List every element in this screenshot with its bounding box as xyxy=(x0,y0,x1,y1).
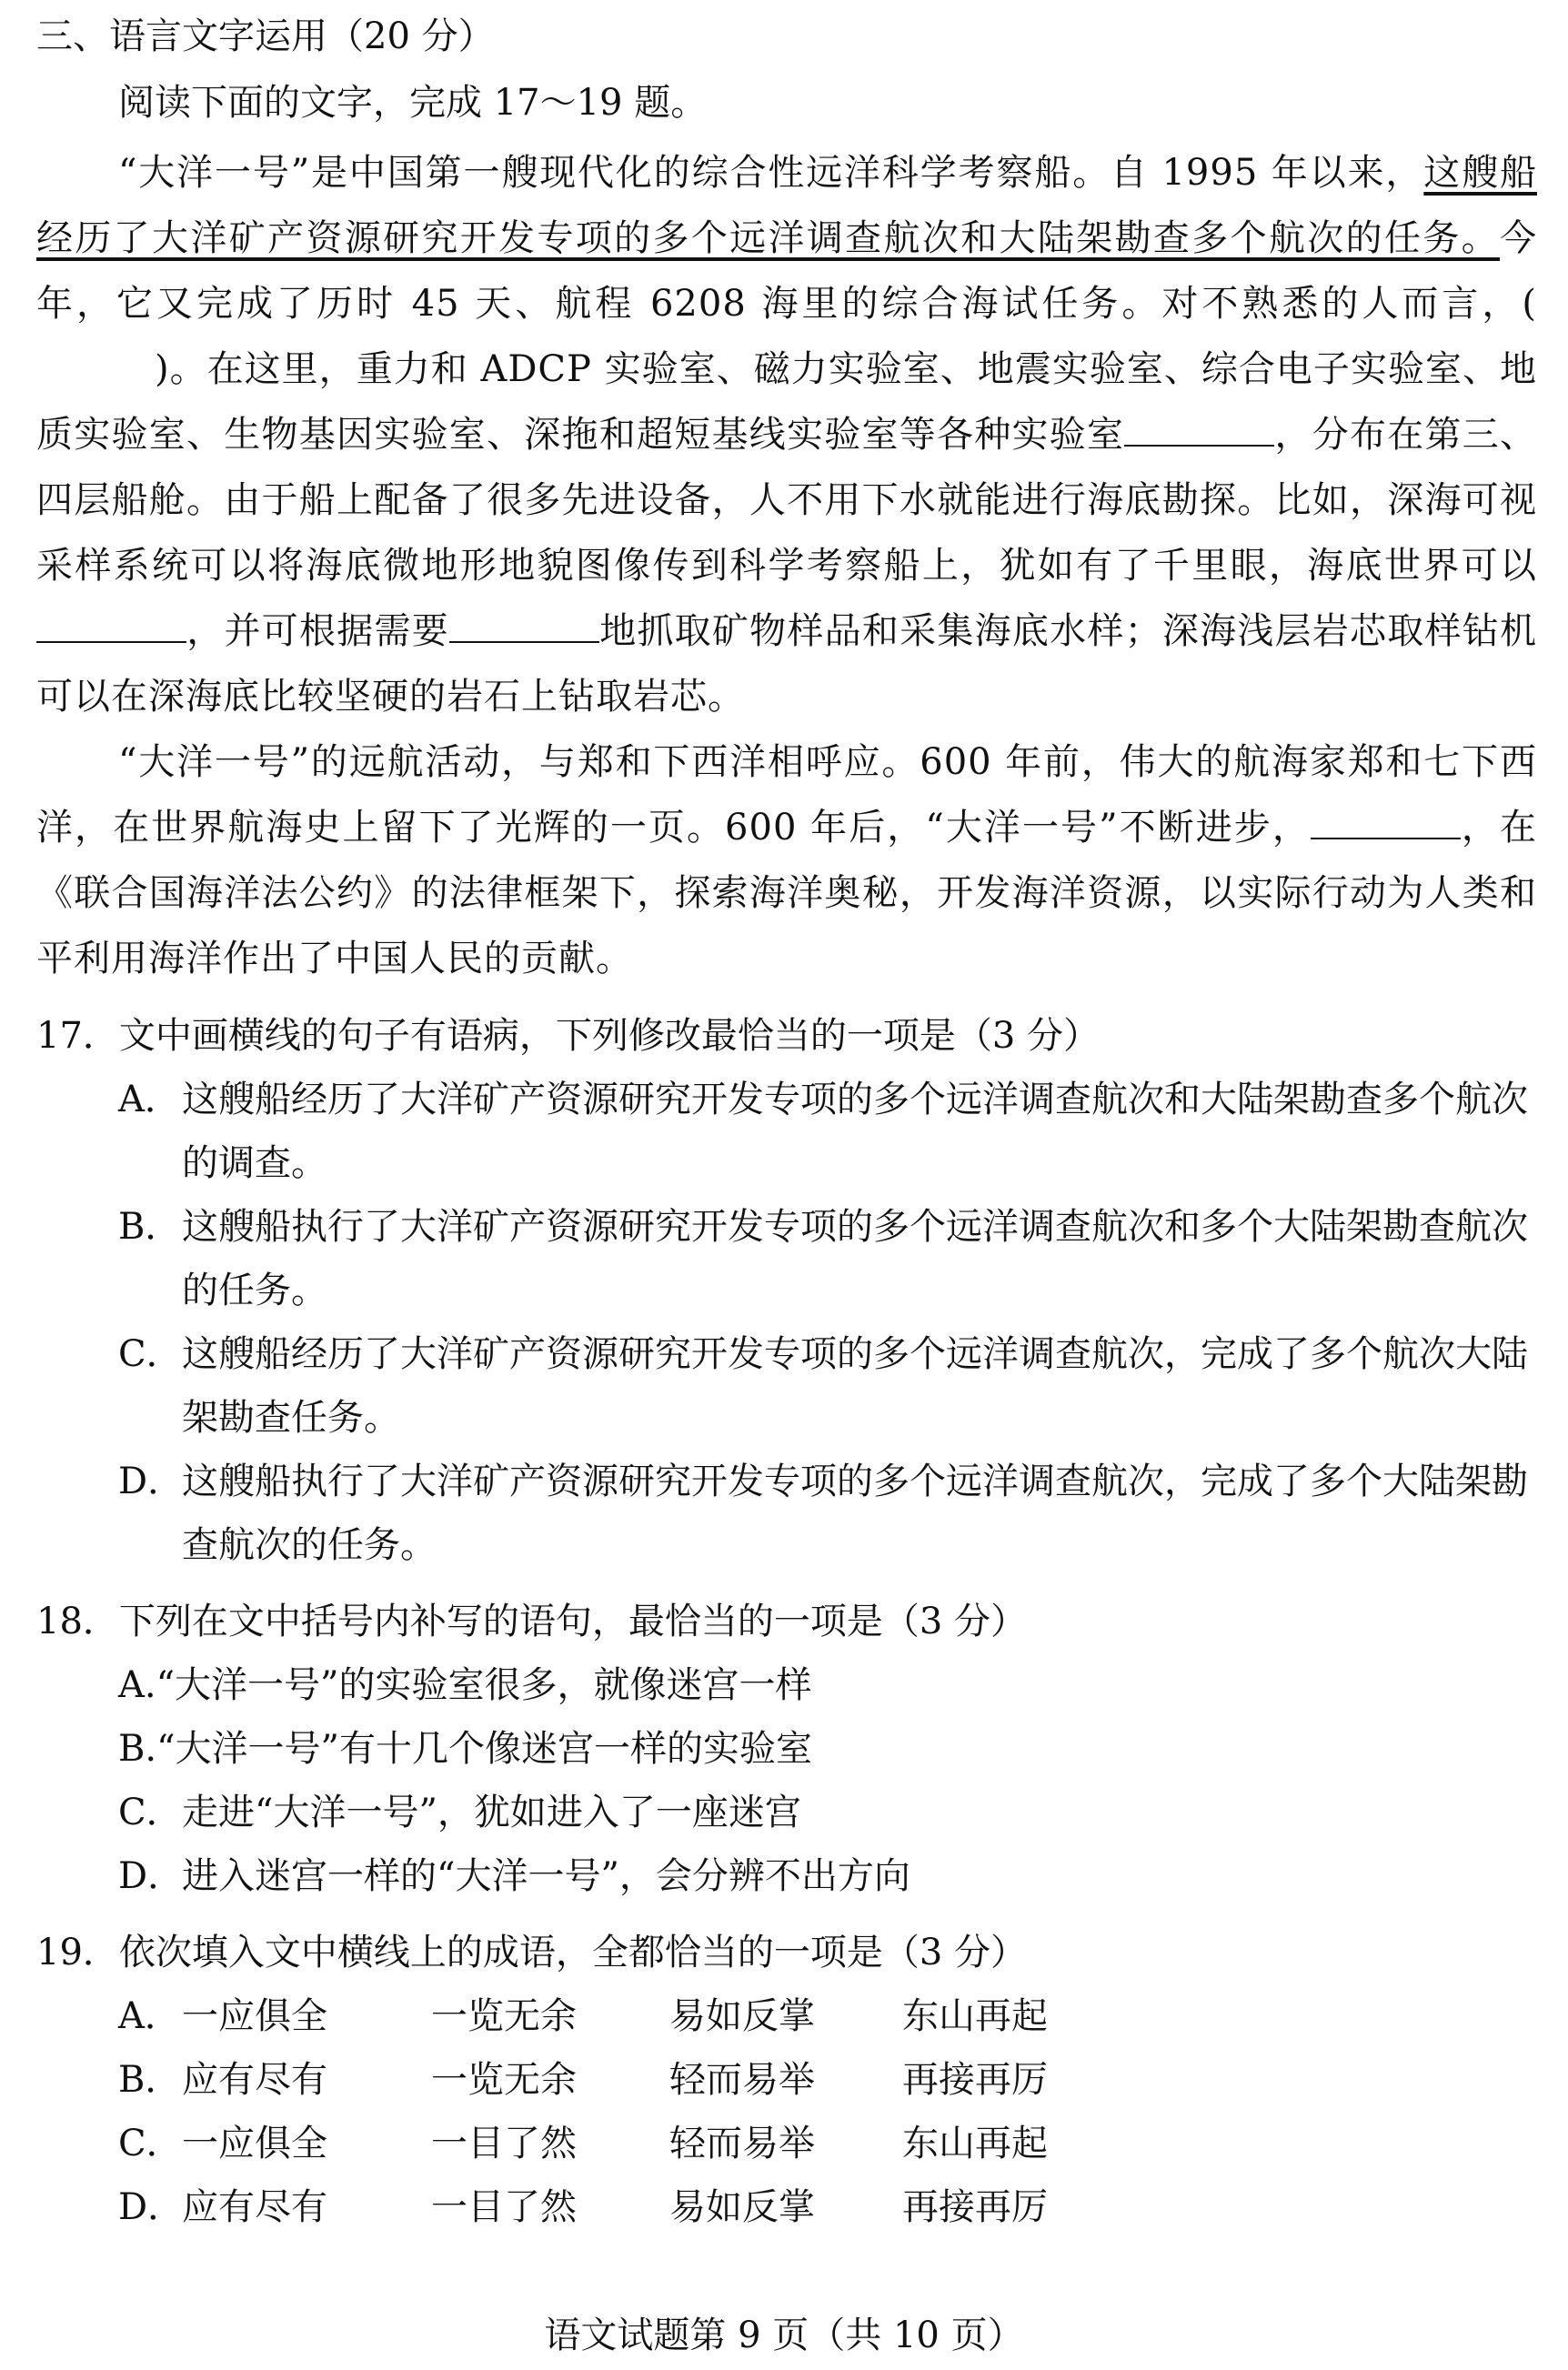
option-text: “大洋一号”的实验室很多，就像迷宫一样 xyxy=(156,1664,812,1706)
question-18-option-d xyxy=(36,1844,1537,1908)
reading-instruction: 阅读下面的文字，完成 17～19 题。 xyxy=(118,82,708,124)
idiom-2: 一览无余 xyxy=(431,2059,577,2101)
section-title: 三、语言文字运用（20 分） xyxy=(36,15,495,57)
passage-text: ，分布在第三、四层船舱。由于船上配备了很多先进设备，人不用下水就能进行海底勘探。比如，深海可视采样系统可以将海底微地形地貌图像传到科学考察船上，犹如有了千里眼，海底世界可以 xyxy=(36,414,1537,587)
passage-text: )。在这里，重力和 ADCP 实验室、磁力实验室、地震实验室、综合电子实验室、地质实验室、生物基因实验室、深拖和超短基线实验室等各种实验室 xyxy=(36,348,1537,456)
idiom-1: 一应俱全 xyxy=(182,2123,327,2164)
idiom-1: 应有尽有 xyxy=(182,2059,327,2101)
passage-text: “大洋一号”是中国第一艘现代化的综合性远洋科学考察船。自 1995 年以来， xyxy=(118,152,1424,194)
fill-blank-2 xyxy=(36,610,186,643)
option-letter: B． xyxy=(118,2059,182,2101)
option-text: 进入迷宫一样的“大洋一号”，会分辨不出方向 xyxy=(182,1855,910,1897)
option-text: 这艘船经历了大洋矿产资源研究开发专项的多个远洋调查航次，完成了多个航次大陆架勘查任务。 xyxy=(182,1333,1528,1439)
option-text: 这艘船经历了大洋矿产资源研究开发专项的多个远洋调查航次和大陆架勘查多个航次的调查。 xyxy=(182,1079,1528,1184)
idiom-3: 易如反掌 xyxy=(669,1995,815,2037)
question-19-option-a xyxy=(36,1984,1537,2048)
idiom-2: 一目了然 xyxy=(431,2186,577,2228)
option-letter: B. xyxy=(118,1728,157,1770)
passage-paragraph-1 xyxy=(36,140,1537,729)
option-text: “大洋一号”有十几个像迷宫一样的实验室 xyxy=(156,1728,813,1770)
question-18-option-b xyxy=(36,1717,1537,1781)
option-letter: C． xyxy=(118,1333,183,1375)
idiom-4: 再接再厉 xyxy=(902,2059,1048,2101)
question-18-option-a xyxy=(36,1653,1537,1717)
passage-paragraph-2 xyxy=(36,729,1537,991)
idiom-1: 应有尽有 xyxy=(182,2186,327,2228)
question-19 xyxy=(36,1921,1537,2239)
question-17-option-a xyxy=(36,1068,1537,1195)
question-19-option-b xyxy=(36,2048,1537,2112)
idiom-2: 一览无余 xyxy=(431,1995,577,2037)
underlined-sentence: 这艘船经历了大洋矿产资源研究开发专项的多个远洋调查航次和大陆架勘查多个航次的任务。 xyxy=(36,152,1538,259)
question-17-stem: 17．文中画横线的句子有语病，下列修改最恰当的一项是（3 分） xyxy=(36,1015,1101,1057)
idiom-1: 一应俱全 xyxy=(182,1995,327,2037)
idiom-3: 轻而易举 xyxy=(669,2059,815,2101)
exam-page xyxy=(36,9,1537,2239)
passage-text: 地抓取矿物样品和采集海底水样；深海浅层岩芯取样钻机可以在深海底比较坚硬的岩石上钻取岩芯。 xyxy=(36,610,1538,718)
option-text: 走进“大洋一号”，犹如进入了一座迷宫 xyxy=(182,1792,801,1833)
idiom-4: 东山再起 xyxy=(902,1995,1048,2037)
idiom-4: 东山再起 xyxy=(902,2123,1048,2164)
option-letter: A． xyxy=(118,1995,181,2037)
idiom-2: 一目了然 xyxy=(431,2123,577,2164)
idiom-3: 轻而易举 xyxy=(669,2123,815,2164)
question-17-option-b xyxy=(36,1195,1537,1322)
option-letter: D． xyxy=(118,1461,185,1502)
idiom-4: 再接再厉 xyxy=(902,2186,1048,2228)
option-letter: B． xyxy=(118,1206,182,1248)
page-footer: 语文试题第 9 页（共 10 页） xyxy=(544,2315,1024,2356)
question-18-option-c xyxy=(36,1781,1537,1844)
question-17 xyxy=(36,1004,1537,1577)
option-letter: D． xyxy=(118,1855,185,1897)
fill-blank-1 xyxy=(1124,414,1274,447)
option-letter: C． xyxy=(118,1792,183,1833)
option-letter: C． xyxy=(118,2123,183,2164)
fill-blank-4 xyxy=(1311,807,1461,839)
option-letter: D． xyxy=(118,2186,185,2228)
option-text: 这艘船执行了大洋矿产资源研究开发专项的多个远洋调查航次，完成了多个大陆架勘查航次的任务。 xyxy=(182,1461,1528,1566)
option-letter: A． xyxy=(118,1079,181,1120)
question-19-stem: 19．依次填入文中横线上的成语，全都恰当的一项是（3 分） xyxy=(36,1932,1028,1973)
passage-text: “大洋一号”的远航活动，与郑和下西洋相呼应。600 年前，伟大的航海家郑和七下西洋，在世界航海史上留下了光辉的一页。600 年后，“大洋一号”不断进步， xyxy=(36,741,1537,849)
question-19-option-c xyxy=(36,2112,1537,2175)
question-19-option-d xyxy=(36,2175,1537,2239)
option-text: 这艘船执行了大洋矿产资源研究开发专项的多个远洋调查航次和多个大陆架勘查航次的任务。 xyxy=(182,1206,1528,1311)
passage-text: ，并可根据需要 xyxy=(186,610,449,652)
question-17-option-d xyxy=(36,1450,1537,1577)
passage-text: ，在《联合国海洋法公约》的法律框架下，探索海洋奥秘，开发海洋资源，以实际行动为人类和平利用海洋作出了中国人民的贡献。 xyxy=(36,807,1537,979)
question-18-stem: 18．下列在文中括号内补写的语句，最恰当的一项是（3 分） xyxy=(36,1601,1028,1642)
idiom-3: 易如反掌 xyxy=(669,2186,815,2228)
passage-text: 今年，它又完成了历时 45 天、航程 6208 海里的综合海试任务。对不熟悉的人而言，( xyxy=(36,217,1537,325)
option-letter: A. xyxy=(118,1664,156,1706)
fill-blank-3 xyxy=(449,610,599,643)
question-18 xyxy=(36,1590,1537,1908)
question-17-option-c xyxy=(36,1322,1537,1450)
